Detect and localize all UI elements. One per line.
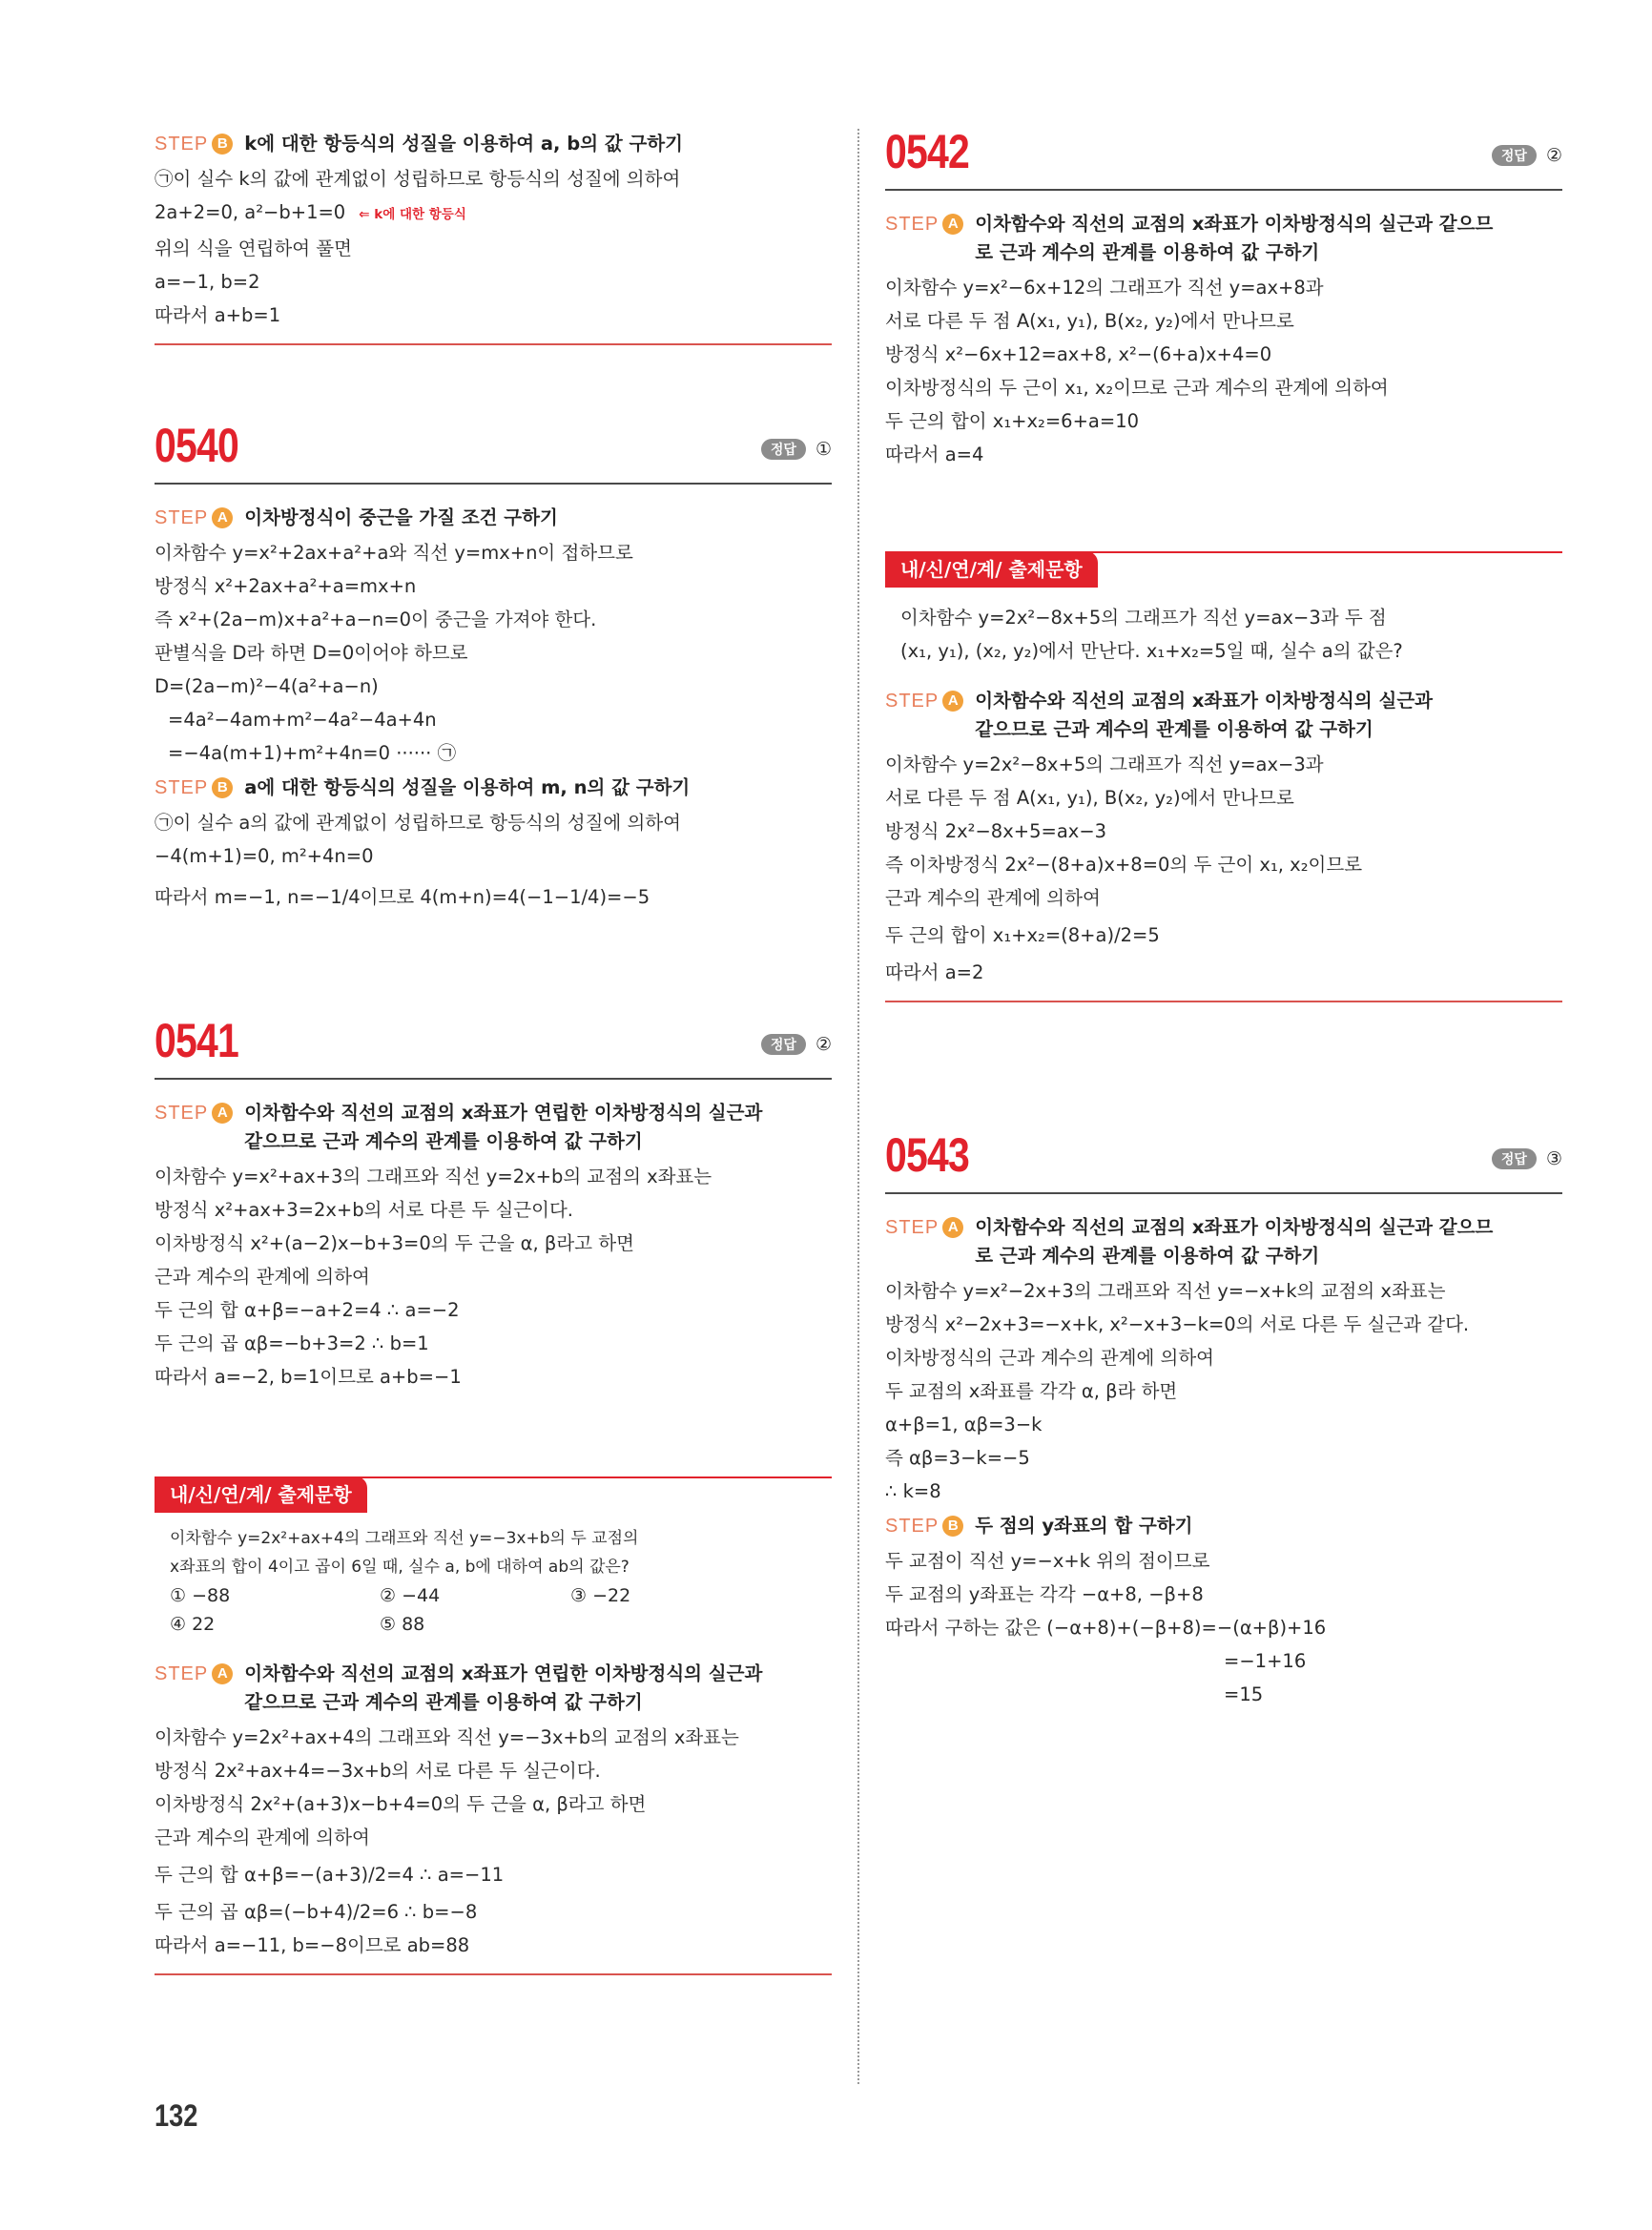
solution-line: 방정식 2x²+ax+4=−3x+b의 서로 다른 두 실근이다. <box>155 1760 601 1782</box>
question-line: x좌표의 합이 4이고 곱이 6일 때, 실수 a, b에 대하여 ab의 값은? <box>170 1558 630 1577</box>
section-end-rule <box>155 1973 832 1975</box>
solution-line: =−4a(m+1)+m²+4n=0 ······ ㉠ <box>168 742 457 764</box>
answer-badge: 정답 <box>1492 1148 1537 1169</box>
choice: ④ 22 <box>170 1614 216 1635</box>
solution-line: 이차방정식 2x²+(a+3)x−b+4=0의 두 근을 α, β라고 하면 <box>155 1793 647 1815</box>
answer-value: ② <box>815 1034 832 1055</box>
step-a-header <box>885 210 1562 267</box>
solution-line: 근과 계수의 관계에 의하여 <box>155 1266 370 1288</box>
question-line: 이차함수 y=2x²−8x+5의 그래프가 직선 y=ax−3과 두 점 <box>900 607 1387 629</box>
answer-value: ① <box>815 439 832 460</box>
solution-line: 따라서 a=−2, b=1이므로 a+b=−1 <box>155 1366 462 1388</box>
step-title: 이차함수와 직선의 교점의 x좌표가 이차방정식의 실근과 같으므 로 근과 계수의 관계를 이용하여 값 구하기 <box>975 213 1494 263</box>
step-title: 두 점의 y좌표의 합 구하기 <box>975 1515 1193 1537</box>
step-badge: A <box>942 214 963 235</box>
problem-header <box>155 416 832 485</box>
related-problem-left <box>155 1476 832 1975</box>
related-problem-tag-row <box>155 1476 832 1515</box>
step-b-header <box>885 1512 1562 1540</box>
choice: ② −44 <box>380 1585 441 1606</box>
solution-line: ㉠이 실수 a의 값에 관계없이 성립하므로 항등식의 성질에 의하여 <box>155 812 681 834</box>
solution-line: 서로 다른 두 점 A(x₁, y₁), B(x₂, y₂)에서 만나므로 <box>885 787 1294 809</box>
step-label: STEP <box>885 691 940 712</box>
answer-value: ③ <box>1545 1148 1562 1169</box>
solution-line: 이차방정식의 두 근이 x₁, x₂이므로 근과 계수의 관계에 의하여 <box>885 377 1389 399</box>
solution-line: 근과 계수의 관계에 의하여 <box>885 887 1101 909</box>
step-a-header <box>155 1660 832 1717</box>
solution-line: 근과 계수의 관계에 의하여 <box>155 1827 370 1848</box>
solution-line: 방정식 x²+2ax+a²+a=mx+n <box>155 575 417 597</box>
answer-choices <box>170 1581 832 1639</box>
solution-line: ∴ k=8 <box>885 1480 941 1502</box>
step-badge: A <box>942 691 963 712</box>
solution-line: 이차방정식 x²+(a−2)x−b+3=0의 두 근을 α, β라고 하면 <box>155 1232 634 1254</box>
solution-line: 방정식 x²−6x+12=ax+8, x²−(6+a)x+4=0 <box>885 343 1272 365</box>
answer-indicator <box>1492 1148 1562 1169</box>
step-title: a에 대한 항등식의 성질을 이용하여 m, n의 값 구하기 <box>244 776 691 798</box>
problem-number: 0542 <box>885 125 969 178</box>
step-badge: A <box>942 1217 963 1238</box>
step-badge: A <box>212 1103 233 1124</box>
solution-line: 2a+2=0, a²−b+1=0 ⇐ k에 대한 항등식 <box>155 201 466 223</box>
problem-0540 <box>155 416 832 914</box>
problem-number: 0541 <box>155 1014 238 1067</box>
solution-line: 이차함수 y=2x²+ax+4의 그래프와 직선 y=−3x+b의 교점의 x좌표는 <box>155 1726 739 1748</box>
solution-line: 두 교점이 직선 y=−x+k 위의 점이므로 <box>885 1550 1210 1572</box>
answer-badge: 정답 <box>761 439 806 460</box>
step-title: 이차함수와 직선의 교점의 x좌표가 이차방정식의 실근과 같으므로 근과 계수의 관계를 이용하여 값 구하기 <box>975 690 1434 740</box>
solution-line: 두 근의 합이 x₁+x₂=(8+a)/2=5 <box>885 924 1160 946</box>
solution-line: 따라서 a=4 <box>885 444 984 465</box>
choice: ⑤ 88 <box>380 1614 425 1635</box>
related-problem-tag: 내/신/연/계/ 출제문항 <box>885 551 1098 588</box>
solution-line: D=(2a−m)²−4(a²+a−n) <box>155 675 379 697</box>
page-number: 132 <box>155 2098 198 2133</box>
solution-line: 두 근의 곱 αβ=−b+3=2 ∴ b=1 <box>155 1332 429 1354</box>
solution-line: =4a²−4am+m²−4a²−4a+4n <box>168 709 437 731</box>
solution-line: 서로 다른 두 점 A(x₁, y₁), B(x₂, y₂)에서 만나므로 <box>885 310 1294 332</box>
step-badge: B <box>942 1516 963 1537</box>
answer-indicator <box>1492 145 1562 166</box>
answer-badge: 정답 <box>761 1034 806 1055</box>
step-a-header <box>885 687 1562 744</box>
step-a-header <box>155 504 832 532</box>
step-label: STEP <box>155 134 209 155</box>
step-title: 이차함수와 직선의 교점의 x좌표가 이차방정식의 실근과 같으므 로 근과 계수의 관계를 이용하여 값 구하기 <box>975 1216 1494 1267</box>
solution-line: 판별식을 D라 하면 D=0이어야 하므로 <box>155 642 468 664</box>
solution-line: ㉠이 실수 k의 값에 관계없이 성립하므로 항등식의 성질에 의하여 <box>155 168 681 190</box>
solution-line: 두 근의 합이 x₁+x₂=6+a=10 <box>885 410 1140 432</box>
problem-number: 0543 <box>885 1128 969 1182</box>
related-problem-tag: 내/신/연/계/ 출제문항 <box>155 1476 367 1513</box>
choice: ③ −22 <box>570 1585 631 1606</box>
solution-line: 따라서 a=2 <box>885 961 984 983</box>
hint-note: ⇐ k에 대한 항등식 <box>359 207 466 222</box>
step-title: 이차함수와 직선의 교점의 x좌표가 연립한 이차방정식의 실근과 같으므로 근과 계수의 관계를 이용하여 값 구하기 <box>244 1662 763 1713</box>
solution-line: 즉 x²+(2a−m)x+a²+a−n=0이 중근을 가져야 한다. <box>155 609 597 630</box>
step-label: STEP <box>155 1663 209 1684</box>
step-badge: A <box>212 1663 233 1684</box>
solution-line: 위의 식을 연립하여 풀면 <box>155 237 352 259</box>
step-b-header <box>155 774 832 802</box>
solution-line: α+β=1, αβ=3−k <box>885 1414 1043 1435</box>
solution-line: 따라서 a+b=1 <box>155 304 281 326</box>
solution-line: 이차함수 y=x²−6x+12의 그래프가 직선 y=ax+8과 <box>885 277 1324 299</box>
step-a-header <box>885 1213 1562 1270</box>
step-title: 이차방정식이 중근을 가질 조건 구하기 <box>244 506 558 528</box>
solution-line: 이차함수 y=x²+2ax+a²+a와 직선 y=mx+n이 접하므로 <box>155 542 633 564</box>
solution-line: 방정식 x²+ax+3=2x+b의 서로 다른 두 실근이다. <box>155 1199 574 1221</box>
step-label: STEP <box>885 1516 940 1537</box>
section-end-rule <box>155 343 832 345</box>
answer-badge: 정답 <box>1492 145 1537 166</box>
solution-line: 따라서 구하는 값은 (−α+8)+(−β+8)=−(α+β)+16 <box>885 1617 1327 1639</box>
question-line: 이차함수 y=2x²+ax+4의 그래프와 직선 y=−3x+b의 두 교점의 <box>170 1529 639 1548</box>
solution-line: 즉 αβ=3−k=−5 <box>885 1447 1030 1469</box>
step-label: STEP <box>155 777 209 798</box>
column-divider <box>857 129 859 2084</box>
continuation-section <box>155 130 832 345</box>
step-label: STEP <box>885 214 940 235</box>
answer-value: ② <box>1545 145 1562 166</box>
step-b-header <box>155 130 832 158</box>
step-title: 이차함수와 직선의 교점의 x좌표가 연립한 이차방정식의 실근과 같으므로 근과 계수의 관계를 이용하여 값 구하기 <box>244 1102 763 1152</box>
solution-line: 따라서 a=−11, b=−8이므로 ab=88 <box>155 1934 470 1956</box>
solution-line: 이차방정식의 근과 계수의 관계에 의하여 <box>885 1347 1215 1369</box>
solution-line: 따라서 m=−1, n=−1/4이므로 4(m+n)=4(−1−1/4)=−5 <box>155 886 650 908</box>
solution-line: 두 교점의 x좌표를 각각 α, β라 하면 <box>885 1380 1178 1402</box>
solution-line: =−1+16 <box>1224 1650 1307 1672</box>
solution-line: 이차함수 y=x²−2x+3의 그래프와 직선 y=−x+k의 교점의 x좌표는 <box>885 1280 1446 1302</box>
problem-0543 <box>885 1125 1562 1711</box>
step-label: STEP <box>885 1217 940 1238</box>
step-label: STEP <box>155 1103 209 1124</box>
step-badge: B <box>212 134 233 155</box>
solution-line: a=−1, b=2 <box>155 271 260 293</box>
solution-line: 방정식 x²−2x+3=−x+k, x²−x+3−k=0의 서로 다른 두 실근과 같다. <box>885 1313 1470 1335</box>
problem-0542 <box>885 122 1562 471</box>
solution-line: 두 근의 합 α+β=−a+2=4 ∴ a=−2 <box>155 1299 460 1321</box>
solution-line: −4(m+1)=0, m²+4n=0 <box>155 845 374 867</box>
solution-line: 두 근의 합 α+β=−(a+3)/2=4 ∴ a=−11 <box>155 1864 505 1886</box>
problem-number: 0540 <box>155 419 238 472</box>
step-label: STEP <box>155 507 209 528</box>
problem-header <box>885 1125 1562 1194</box>
step-title: k에 대한 항등식의 성질을 이용하여 a, b의 값 구하기 <box>244 133 683 155</box>
problem-header <box>155 1011 832 1080</box>
related-problem-tag-row <box>885 551 1562 589</box>
problem-0541 <box>155 1011 832 1394</box>
answer-indicator <box>761 439 832 460</box>
choice: ① −88 <box>170 1585 231 1606</box>
solution-line: 이차함수 y=x²+ax+3의 그래프와 직선 y=2x+b의 교점의 x좌표는 <box>155 1166 712 1187</box>
solution-line: 두 근의 곱 αβ=(−b+4)/2=6 ∴ b=−8 <box>155 1901 478 1923</box>
solution-line: 방정식 2x²−8x+5=ax−3 <box>885 820 1107 842</box>
step-a-header <box>155 1099 832 1156</box>
solution-line: 두 교점의 y좌표는 각각 −α+8, −β+8 <box>885 1583 1204 1605</box>
solution-line: =15 <box>1224 1683 1264 1705</box>
answer-indicator <box>761 1034 832 1055</box>
solution-line: 이차함수 y=2x²−8x+5의 그래프가 직선 y=ax−3과 <box>885 754 1324 775</box>
question-line: (x₁, y₁), (x₂, y₂)에서 만난다. x₁+x₂=5일 때, 실수 a의 값은? <box>900 640 1403 662</box>
step-badge: B <box>212 777 233 798</box>
related-problem-right <box>885 551 1562 1002</box>
problem-header <box>885 122 1562 191</box>
step-badge: A <box>212 507 233 528</box>
solution-line: 즉 이차방정식 2x²−(8+a)x+8=0의 두 근이 x₁, x₂이므로 <box>885 854 1363 876</box>
section-end-rule <box>885 1001 1562 1002</box>
